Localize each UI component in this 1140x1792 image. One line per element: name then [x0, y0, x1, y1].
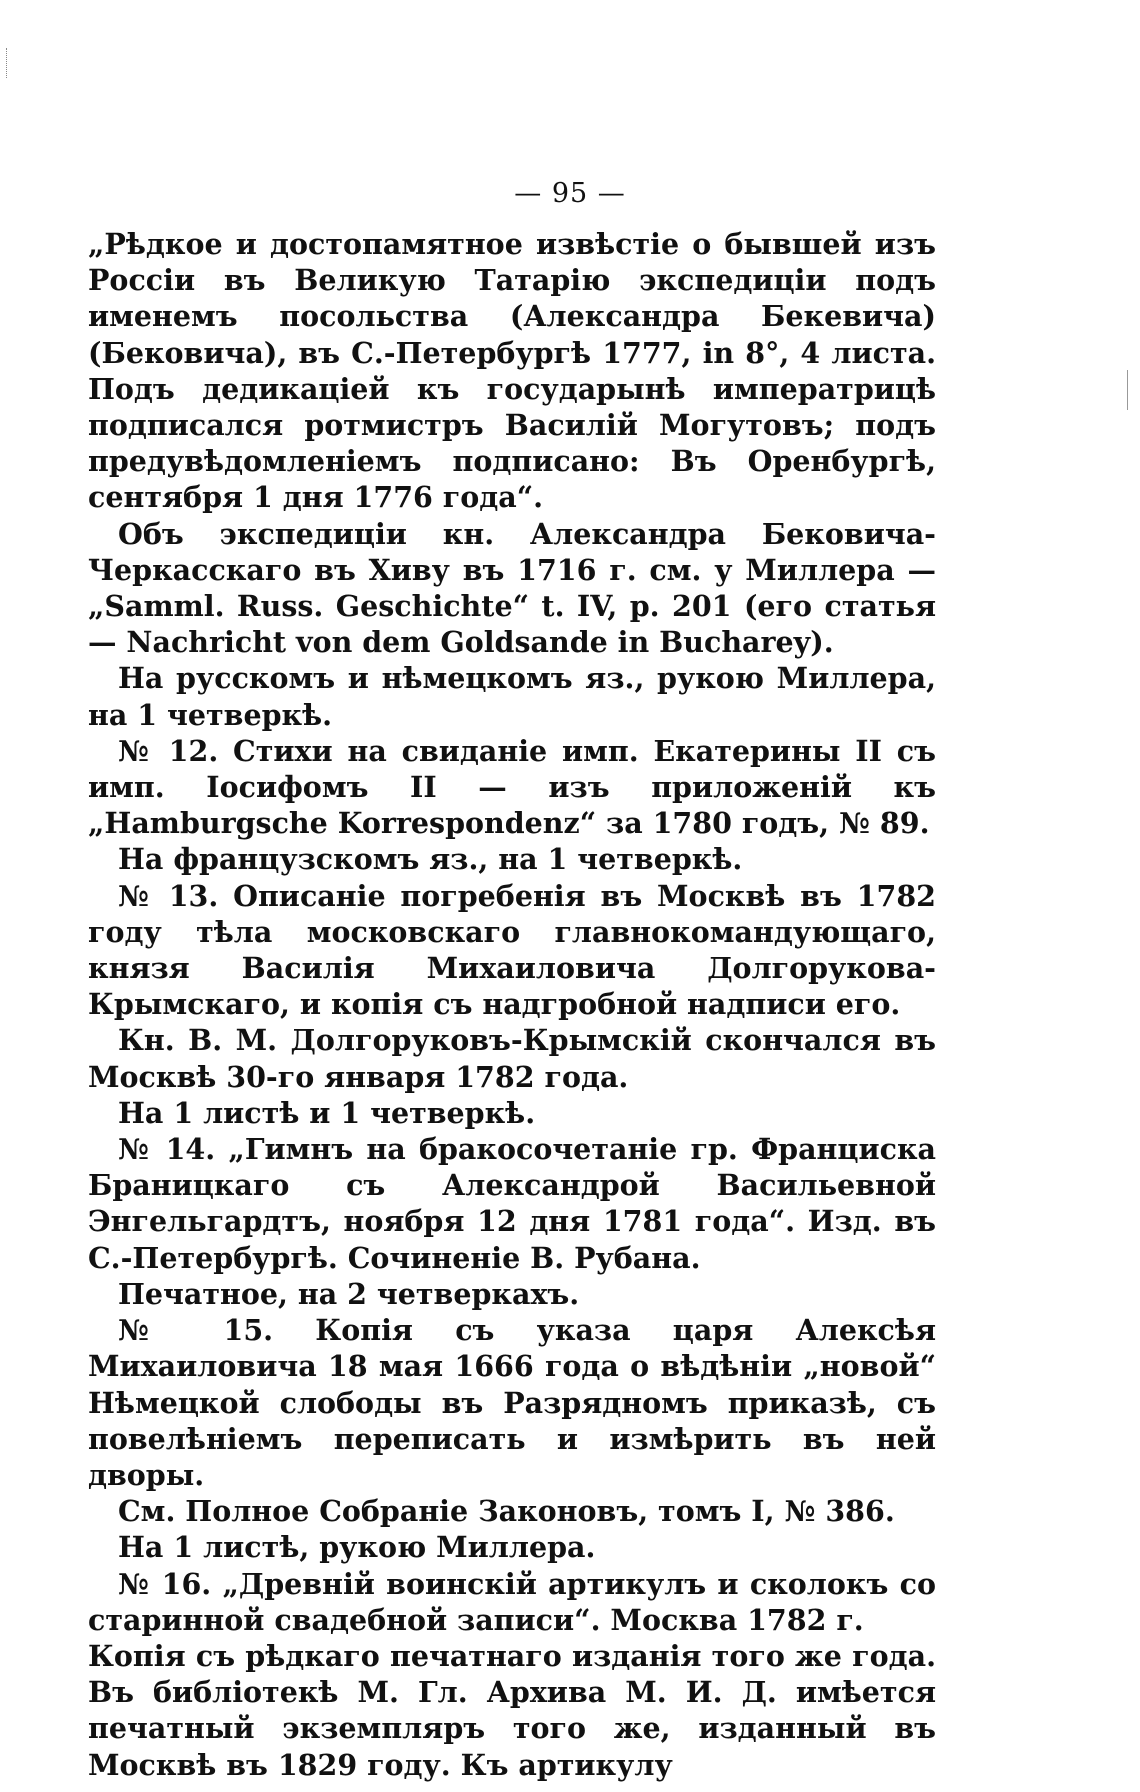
paragraph-language-note: На русскомъ и нѣмецкомъ яз., рукою Миллера, на 1 четверкѣ. [88, 661, 936, 732]
paragraph-rare-report: „Рѣдкое и достопамятное извѣстіе о бывшей изъ Россіи въ Великую Татарію экспедиціи подъ именемъ посольства (Александра Бекевича) (Бековича), въ С.-Петербургѣ 1777, in 8°, 4 листа. Подъ дедикаціей къ государынѣ императрицѣ подписался ротмистръ Василій Могутовъ; подъ предувѣдомленіемъ подписано: Въ Оренбургѣ, сентября 1 дня 1776 года“. [88, 227, 936, 515]
entry-14-format: Печатное, на 2 четверкахъ. [118, 1276, 580, 1311]
entry-14: № 14. „Гимнъ на бракосочетаніе гр. Франциска Браницкаго съ Александрой Васильевной Энгельгардтъ, ноября 12 дня 1781 года“. Изд. въ С.-Петербургѣ. Сочиненіе В. Рубана. [88, 1132, 936, 1275]
entry-15: № 15. Копія съ указа царя Алексѣя Михаиловича 18 мая 1666 года о вѣдѣніи „новой“ Нѣмецкой слободы въ Разрядномъ приказѣ, съ повелѣніемъ переписать и измѣрить въ ней дворы. [88, 1313, 936, 1492]
entry-13: № 13. Описаніе погребенія въ Москвѣ въ 1782 году тѣла московскаго главнокомандующаго, князя Василія Михаиловича Долгорукова-Крымскаго, и копія съ надгробной надписи его. [88, 878, 936, 1022]
entry-16: № 16. „Древній воинскій артикулъ и сколокъ со старинной свадебной записи“. Москва 1782 г. [88, 1566, 936, 1637]
entry-15-reference: См. Полное Собраніе Законовъ, томъ I, № 386. [118, 1494, 895, 1529]
entry-12: № 12. Стихи на свиданіе имп. Екатерины II съ имп. Іосифомъ II — изъ приложеній къ „Hamburgsche Korrespondenz“ за 1780 годъ, № 89. [88, 733, 936, 841]
scan-margin-line [1127, 370, 1130, 410]
entry-13-note: Кн. В. М. Долгоруковъ-Крымскій скончался въ Москвѣ 30-го января 1782 года. [88, 1023, 936, 1094]
entry-12-note: На французскомъ яз., на 1 четверкѣ. [118, 842, 743, 877]
entry-15-format: На 1 листѣ, рукою Миллера. [118, 1530, 596, 1565]
body-text [88, 226, 936, 1783]
entry-16-note: Копія съ рѣдкаго печатнаго изданія того же года. Въ библіотекѣ М. Гл. Архива М. И. Д. имѣется печатный экземпляръ того же, изданный въ Москвѣ въ 1829 году. Къ артикулу [88, 1638, 936, 1782]
paragraph-expedition-note: Объ экспедиціи кн. Александра Бековича-Черкасскаго въ Хиву въ 1716 г. см. у Миллера — „Samml. Russ. Geschichte“ t. IV, p. 201 (его статья — Nachricht von dem Goldsande in Bucharey). [88, 516, 936, 660]
page-number: — 95 — [514, 178, 626, 209]
scan-margin-mark [6, 48, 9, 78]
entry-13-format: На 1 листѣ и 1 четверкѣ. [118, 1095, 536, 1130]
